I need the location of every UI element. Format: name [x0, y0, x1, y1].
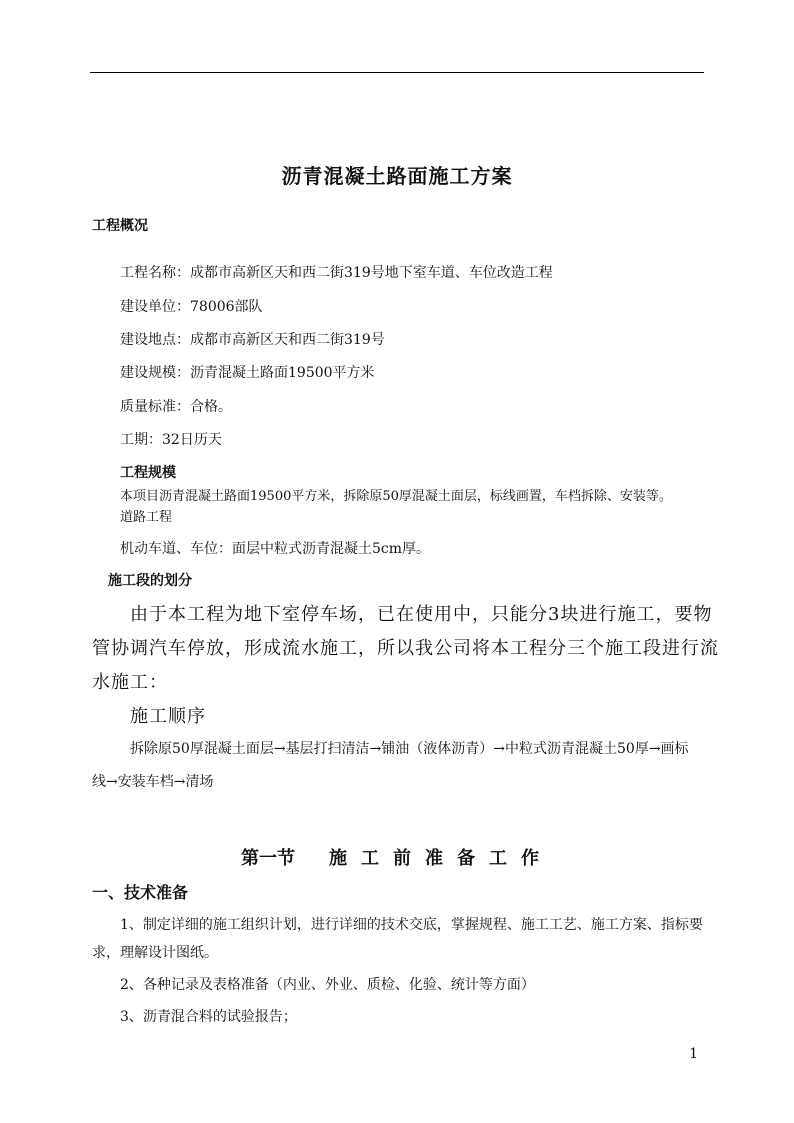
order-line-1: 拆除原50厚混凝土面层→基层打扫清洁→铺油（液体沥青）→中粒式沥青混凝土50厚→画标 — [130, 741, 689, 757]
document-title: 沥青混凝土路面施工方案 — [281, 164, 513, 188]
tech-line-3: 2、各种记录及表格准备（内业、外业、质检、化验、统计等方面） — [120, 977, 535, 993]
segment-line-3: 水施工： — [92, 672, 168, 693]
info-scale: 建设规模：沥青混凝土路面19500平方米 — [120, 365, 375, 381]
scale-line-1: 本项目沥青混凝土路面19500平方米，拆除原50厚混凝土面层，标线画置，车档拆除、安装等。 — [120, 489, 672, 504]
info-location: 建设地点：成都市高新区天和西二街319号 — [120, 332, 385, 348]
section-number: 第一节 — [241, 848, 295, 869]
order-line-2: 线→安装车档→清场 — [92, 774, 214, 790]
info-duration: 工期：32日历天 — [120, 432, 222, 448]
section-heading — [0, 844, 794, 870]
info-quality: 质量标准：合格。 — [120, 399, 232, 415]
tech-line-4: 3、沥青混合料的试验报告； — [120, 1009, 297, 1025]
scale-heading: 工程规模 — [120, 465, 176, 481]
header-rule — [90, 72, 704, 73]
segment-line-1: 由于本工程为地下室停车场，已在使用中，只能分3块进行施工，要物 — [130, 604, 713, 625]
order-heading: 施工顺序 — [130, 706, 206, 727]
tech-heading: 一、技术准备 — [92, 883, 189, 902]
overview-heading: 工程概况 — [92, 218, 148, 234]
section-title: 施工前准备工作 — [329, 848, 553, 869]
scale-line-3: 机动车道、车位：面层中粒式沥青混凝土5cm厚。 — [120, 541, 431, 557]
tech-line-2: 求，理解设计图纸。 — [92, 945, 218, 961]
segment-line-2: 管协调汽车停放，形成流水施工，所以我公司将本工程分三个施工段进行流 — [92, 638, 719, 659]
info-project-name: 工程名称：成都市高新区天和西二街319号地下室车道、车位改造工程 — [120, 265, 553, 281]
scale-line-2: 道路工程 — [120, 510, 173, 525]
tech-line-1: 1、制定详细的施工组织计划，进行详细的技术交底，掌握规程、施工工艺、施工方案、指标要 — [120, 917, 703, 933]
info-builder: 建设单位：78006部队 — [120, 299, 263, 315]
page-number: 1 — [689, 1046, 698, 1062]
segment-heading: 施工段的划分 — [108, 573, 192, 589]
